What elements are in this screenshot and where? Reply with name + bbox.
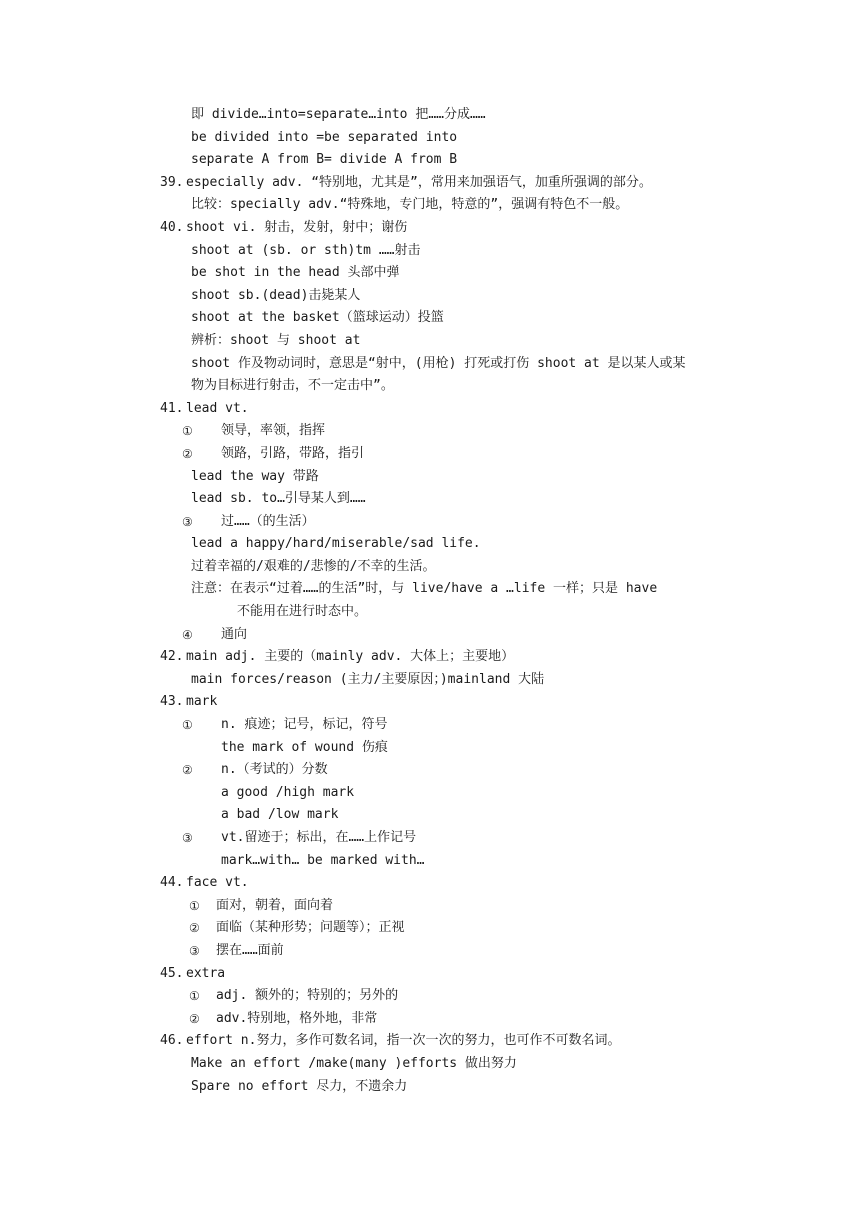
text-line <box>0 646 860 669</box>
sense-marker: ② <box>189 1011 200 1026</box>
text-line <box>0 262 860 285</box>
text-line <box>0 511 860 534</box>
sense-text: 领导，率领，指挥 <box>221 423 326 439</box>
sense-text: 面临（某种形势；问题等）；正视 <box>216 920 405 936</box>
text-line <box>0 624 860 647</box>
text-line <box>0 917 860 940</box>
entry-headword: especially adv. “特别地，尤其是”，常用来加强语气，加重所强调的部分。 <box>186 174 652 190</box>
text-line <box>0 963 860 986</box>
entry-number: 43. <box>160 694 184 710</box>
sense-marker: ③ <box>189 943 200 958</box>
sense-text: 过……（的生活） <box>221 513 315 529</box>
sense-marker: ① <box>189 989 200 1004</box>
continuation-text: 不能用在进行时态中。 <box>237 604 368 620</box>
sense-marker: ① <box>182 718 193 733</box>
text-line <box>0 940 860 963</box>
body-text: shoot sb.(dead)击毙某人 <box>191 287 361 303</box>
text-line <box>0 375 860 398</box>
body-text: 过着幸福的/艰难的/悲惨的/不幸的生活。 <box>191 558 436 574</box>
sense-text: 领路，引路，带路，指引 <box>221 445 365 461</box>
text-line <box>0 172 860 195</box>
body-text: shoot 作及物动词时，意思是“射中，(用枪) 打死或打伤 shoot at 是以某人或某 <box>191 355 686 371</box>
entry-number: 39. <box>160 174 184 190</box>
entry-headword: shoot vi. 射击，发射，射中；谢伤 <box>186 219 408 235</box>
text-line <box>0 1008 860 1031</box>
text-line <box>0 804 860 827</box>
body-text: be divided into =be separated into <box>191 129 458 145</box>
entry-headword: lead vt. <box>186 400 249 416</box>
example-text: mark…with… be marked with… <box>221 852 425 868</box>
text-line <box>0 1053 860 1076</box>
sense-text: 摆在……面前 <box>216 942 284 958</box>
example-text: a bad /low mark <box>221 807 339 823</box>
text-line <box>0 1030 860 1053</box>
sense-text: 通向 <box>221 626 248 642</box>
sense-marker: ② <box>189 921 200 936</box>
text-line <box>0 556 860 579</box>
entry-number: 40. <box>160 219 184 235</box>
entry-headword: main adj. 主要的（mainly adv. 大体上；主要地） <box>186 649 515 665</box>
body-text: lead the way 带路 <box>191 468 319 484</box>
body-text: 注意：在表示“过着……的生活”时，与 live/have a …life 一样；只是 have <box>191 581 658 597</box>
sense-marker: ④ <box>182 627 193 642</box>
document-page <box>0 104 860 1098</box>
body-text: separate A from B= divide A from B <box>191 152 458 168</box>
text-line <box>0 578 860 601</box>
body-text: 即 divide…into=separate…into 把……分成…… <box>191 107 486 122</box>
sense-text: n.（考试的）分数 <box>221 762 328 778</box>
entry-headword: effort n.努力，多作可数名词，指一次一次的努力，也可作不可数名词。 <box>186 1033 621 1049</box>
sense-marker: ③ <box>182 514 193 529</box>
text-line <box>0 985 860 1008</box>
text-line <box>0 872 860 895</box>
text-line <box>0 533 860 556</box>
entry-number: 46. <box>160 1033 184 1049</box>
entry-number: 44. <box>160 875 184 891</box>
text-line <box>0 669 860 692</box>
sense-marker: ③ <box>182 831 193 845</box>
text-line <box>0 307 860 330</box>
text-line <box>0 240 860 263</box>
text-line <box>0 127 860 150</box>
body-text: 物为目标进行射击，不一定击中”。 <box>191 378 394 394</box>
entry-number: 42. <box>160 649 184 665</box>
sense-text: vt.留迹于；标出，在……上作记号 <box>221 830 417 845</box>
body-text: shoot at (sb. or sth)tm ……射击 <box>191 242 421 258</box>
body-text: main forces/reason (主力/主要原因；)mainland 大陆 <box>191 671 545 687</box>
text-line <box>0 217 860 240</box>
example-text: the mark of wound 伤痕 <box>221 739 388 755</box>
body-text: Spare no effort 尽力，不遗余力 <box>191 1078 408 1094</box>
sense-marker: ② <box>182 446 193 461</box>
text-line <box>0 353 860 376</box>
sense-marker: ② <box>182 763 193 778</box>
entry-headword: extra <box>186 965 226 981</box>
body-text: 比较：specially adv.“特殊地，专门地，特意的”，强调有特色不一般。 <box>191 197 629 213</box>
sense-text: n. 痕迹；记号，标记，符号 <box>221 717 388 733</box>
body-text: 辨析：shoot 与 shoot at <box>191 332 361 348</box>
text-line <box>0 895 860 918</box>
text-line <box>0 420 860 443</box>
sense-text: adj. 额外的；特别的；另外的 <box>216 988 399 1004</box>
text-line <box>0 330 860 353</box>
body-text: lead a happy/hard/miserable/sad life. <box>191 536 481 552</box>
text-line <box>0 782 860 805</box>
text-line <box>0 194 860 217</box>
body-text: Make an effort /make(many )efforts 做出努力 <box>191 1055 517 1071</box>
text-line <box>0 850 860 873</box>
entry-headword: face vt. <box>186 875 249 891</box>
body-text: be shot in the head 头部中弹 <box>191 265 400 281</box>
text-line <box>0 714 860 737</box>
text-line <box>0 601 860 624</box>
sense-marker: ① <box>189 898 200 913</box>
entry-number: 41. <box>160 400 184 416</box>
text-line <box>0 737 860 760</box>
text-line <box>0 827 860 850</box>
text-line <box>0 466 860 489</box>
entry-headword: mark <box>186 694 218 710</box>
body-text: lead sb. to…引导某人到…… <box>191 491 366 507</box>
entry-number: 45. <box>160 965 184 981</box>
body-text: shoot at the basket（篮球运动）投篮 <box>191 310 444 326</box>
text-line <box>0 691 860 714</box>
text-line <box>0 1076 860 1099</box>
text-line <box>0 149 860 172</box>
text-line <box>0 285 860 308</box>
text-line <box>0 104 860 127</box>
text-line <box>0 488 860 511</box>
example-text: a good /high mark <box>221 784 355 800</box>
text-line <box>0 443 860 466</box>
sense-marker: ① <box>182 424 193 439</box>
sense-text: adv.特别地，格外地，非常 <box>216 1010 378 1026</box>
sense-text: 面对，朝着，面向着 <box>216 897 334 913</box>
text-line <box>0 398 860 421</box>
text-line <box>0 759 860 782</box>
